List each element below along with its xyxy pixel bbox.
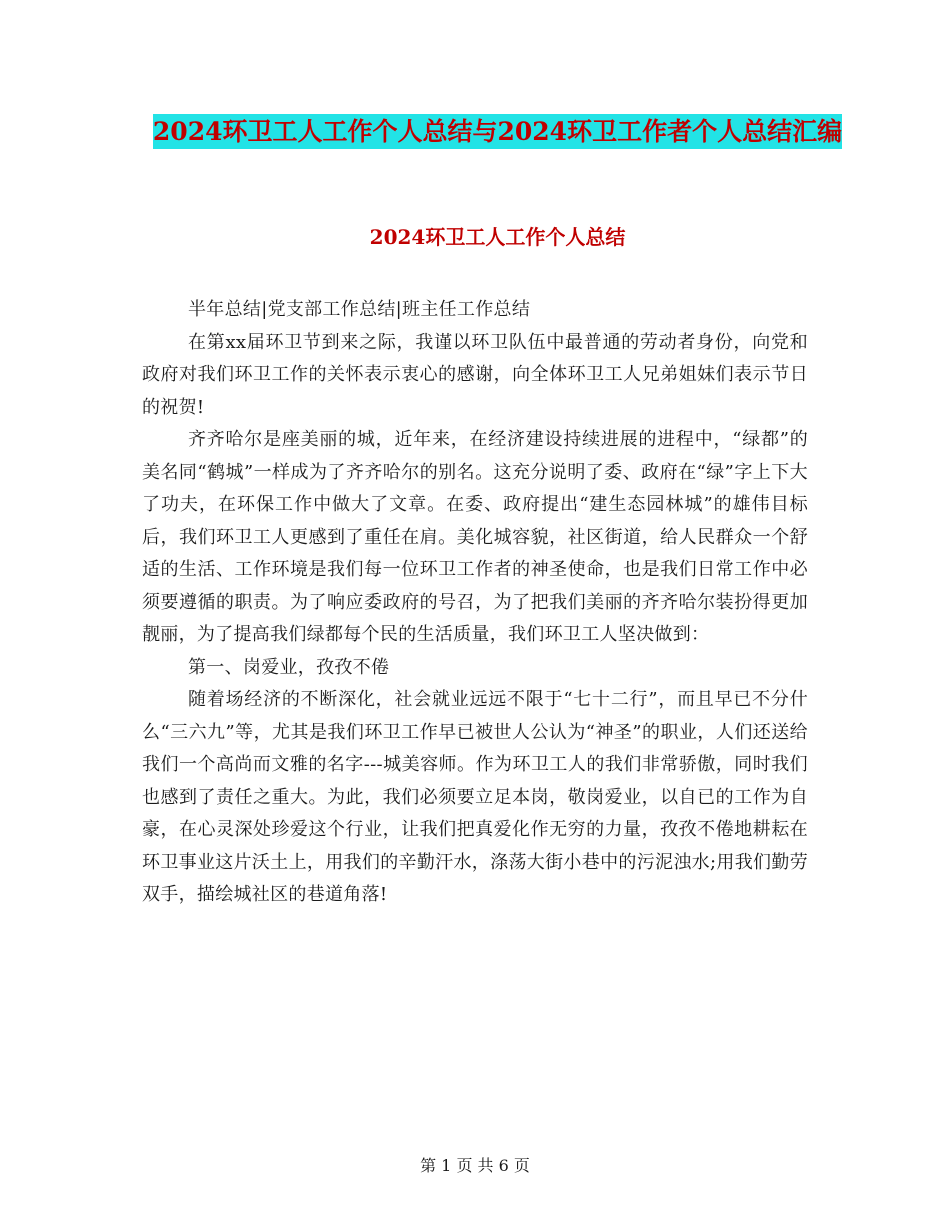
page-footer: 第 1 页 共 6 页: [420, 1156, 530, 1175]
document-body: [142, 294, 808, 912]
document-title: [140, 108, 855, 156]
paragraph-intro: 在第xx届环卫节到来之际，我谨以环卫队伍中最普通的劳动者身份，向党和政府对我们环卫工作的关怀表示衷心的感谢，向全体环卫工人兄弟姐妹们表示节日的祝贺!: [142, 331, 808, 418]
paragraph-city: 齐齐哈尔是座美丽的城，近年来，在经济建设持续进展的进程中，“绿都”的美名同“鹤城”一样成为了齐齐哈尔的别名。这充分说明了委、政府在“绿”字上下大了功夫，在环保工作中做大了文章。在委、政府提出“建生态园林城”的雄伟目标后，我们环卫工人更感到了重任在肩。美化城容貌，社区街道，给人民群众一个舒适的生活、工作环境是我们每一位环卫工作者的神圣使命，也是我们日常工作中必须要遵循的职责。为了响应委政府的号召，为了把我们美丽的齐齐哈尔装扮得更加靓丽，为了提高我们绿都每个民的生活质量，我们环卫工人坚决做到：: [142, 429, 808, 645]
section-title: 2024环卫工人工作个人总结: [369, 225, 626, 249]
paragraph-heading-first: 第一、岗爱业，孜孜不倦: [188, 656, 390, 678]
paragraph-categories: 半年总结|党支部工作总结|班主任工作总结: [188, 299, 531, 320]
document-title-text: 2024环卫工人工作个人总结与2024环卫工作者个人总结汇编: [153, 114, 842, 149]
paragraph-first-detail: 随着场经济的不断深化，社会就业远远不限于“七十二行”，而且早已不分什么“三六九”等，尤其是我们环卫工作早已被世人公认为“神圣”的职业，人们还送给我们一个高尚而文雅的名字---城美容师。作为环卫工人的我们非常骄傲，同时我们也感到了责任之重大。为此，我们必须要立足本岗，敬岗爱业，以自已的工作为自豪，在心灵深处珍爱这个行业，让我们把真爱化作无穷的力量，孜孜不倦地耕耘在环卫事业这片沃土上，用我们的辛勤汗水，涤荡大街小巷中的污泥浊水;用我们勤劳双手，描绘城社区的巷道角落!: [142, 689, 808, 905]
